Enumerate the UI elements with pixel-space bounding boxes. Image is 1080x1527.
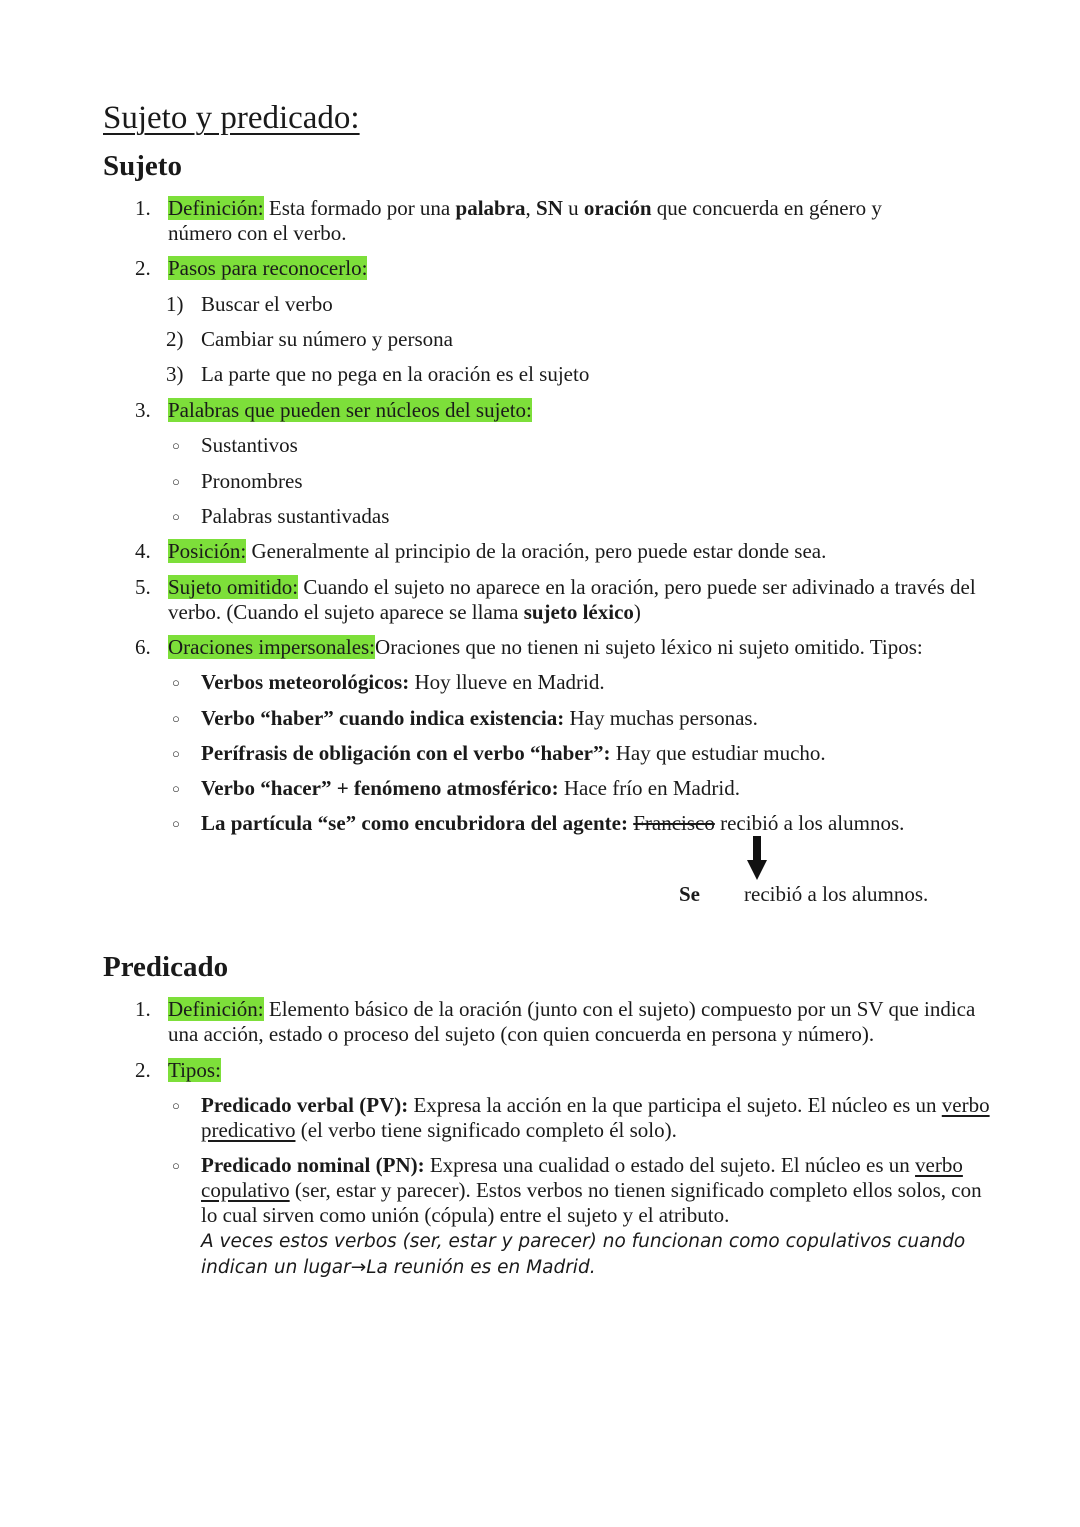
- list-item: Verbo “hacer” + fenómeno atmosférico: Hace frío en Madrid.: [201, 776, 740, 800]
- bullet-icon: ○: [172, 474, 180, 489]
- tipos-heading: [168, 1058, 221, 1083]
- bullet-icon: ○: [172, 816, 180, 831]
- bullet-icon: ○: [172, 746, 180, 761]
- sujeto-definition: Definición: Esta formado por una palabra, SN u oración que concuerda en género y número con el verbo.: [168, 196, 882, 245]
- step-marker: 3): [166, 362, 184, 386]
- list-number: 3.: [135, 398, 151, 422]
- list-number: 1.: [135, 997, 151, 1021]
- list-item: Sustantivos: [201, 433, 298, 457]
- struck-word: Francisco: [633, 811, 715, 835]
- bullet-icon: ○: [172, 675, 180, 690]
- list-number: 1.: [135, 196, 151, 220]
- highlight-label: Posición:: [168, 539, 247, 563]
- down-arrow-icon: [747, 836, 767, 880]
- section-heading-predicado: Predicado: [103, 951, 229, 983]
- bullet-icon: ○: [172, 711, 180, 726]
- tipo-pv: Predicado verbal (PV): Expresa la acción en la que participa el sujeto. El núcleo es un verbo predicativo (el verbo tiene significado completo él solo).: [201, 1093, 990, 1142]
- list-number: 2.: [135, 256, 151, 280]
- highlight-label: Palabras que pueden ser núcleos del sujeto:: [168, 398, 532, 422]
- se-example-word: Se: [679, 882, 700, 906]
- bullet-icon: ○: [172, 1158, 180, 1173]
- highlight-label: Definición:: [168, 997, 264, 1021]
- page-title: Sujeto y predicado:: [103, 100, 360, 136]
- tipo-pn: Predicado nominal (PN): Expresa una cualidad o estado del sujeto. El núcleo es un verbo copulativo (ser, estar y parecer). Estos verbos no tienen significado completo ellos solos, con lo cual sirven como unión (cópula) entre el sujeto y el atributo.: [201, 1153, 982, 1227]
- bullet-icon: ○: [172, 509, 180, 524]
- highlight-label: Sujeto omitido:: [168, 575, 299, 599]
- highlight-label: Definición:: [168, 196, 264, 220]
- list-item: Verbo “haber” cuando indica existencia: Hay muchas personas.: [201, 706, 758, 730]
- list-item: Perífrasis de obligación con el verbo “haber”: Hay que estudiar mucho.: [201, 741, 826, 765]
- nucleos-heading: [168, 398, 532, 423]
- omitido-item: Sujeto omitido: Cuando el sujeto no aparece en la oración, pero puede ser adivinado a través del verbo. (Cuando el sujeto aparece se llama sujeto léxico): [168, 575, 976, 624]
- posicion-item: Posición: Generalmente al principio de la oración, pero puede estar donde sea.: [168, 539, 827, 563]
- list-item: Verbos meteorológicos: Hoy llueve en Madrid.: [201, 670, 605, 694]
- list-number: 4.: [135, 539, 151, 563]
- step-marker: 1): [166, 292, 184, 316]
- impersonales-item: Oraciones impersonales:Oraciones que no tienen ni sujeto léxico ni sujeto omitido. Tipos:: [168, 635, 923, 659]
- list-number: 2.: [135, 1058, 151, 1082]
- list-number: 6.: [135, 635, 151, 659]
- pasos-heading: [168, 256, 367, 281]
- list-item: Pronombres: [201, 469, 303, 493]
- se-example-rest: recibió a los alumnos.: [744, 882, 929, 906]
- step-item: Buscar el verbo: [201, 292, 333, 316]
- italic-note: indican un lugar→La reunión es en Madrid.: [201, 1257, 596, 1278]
- list-number: 5.: [135, 575, 151, 599]
- step-item: Cambiar su número y persona: [201, 327, 453, 351]
- bullet-icon: ○: [172, 781, 180, 796]
- step-marker: 2): [166, 327, 184, 351]
- italic-note: A veces estos verbos (ser, estar y parecer) no funcionan como copulativos cuando: [201, 1231, 966, 1252]
- predicado-definition: Definición: Elemento básico de la oración (junto con el sujeto) compuesto por un SV que indica una acción, estado o proceso del sujeto (con quien concuerda en persona y número).: [168, 997, 976, 1046]
- section-heading-sujeto: Sujeto: [103, 150, 182, 182]
- bullet-icon: ○: [172, 438, 180, 453]
- highlight-label: Tipos:: [168, 1058, 221, 1082]
- list-item: La partícula “se” como encubridora del agente: Francisco recibió a los alumnos.: [201, 811, 905, 835]
- bullet-icon: ○: [172, 1098, 180, 1113]
- step-item: La parte que no pega en la oración es el sujeto: [201, 362, 590, 386]
- list-item: Palabras sustantivadas: [201, 504, 390, 528]
- highlight-label: Oraciones impersonales:: [168, 635, 376, 659]
- highlight-label: Pasos para reconocerlo:: [168, 256, 368, 280]
